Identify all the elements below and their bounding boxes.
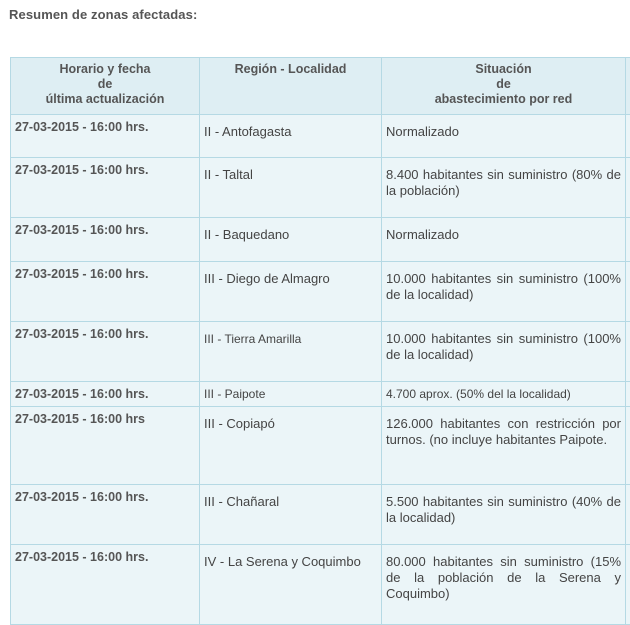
row-extra-cell: [626, 322, 630, 382]
row-region: III - Copiapó: [200, 407, 382, 485]
row-status: 126.000 habitantes con restricción por turnos. (no incluye habitantes Paipote.: [382, 407, 626, 485]
affected-zones-table: [10, 57, 630, 625]
row-extra-cell: [626, 115, 630, 158]
header-date: [11, 58, 200, 115]
row-status: Normalizado: [382, 115, 626, 158]
row-date: 27-03-2015 - 16:00 hrs.: [11, 485, 200, 545]
row-extra-cell: [626, 485, 630, 545]
row-extra-cell: [626, 545, 630, 625]
row-region: IV - La Serena y Coquimbo: [200, 545, 382, 625]
header-extra-column: [626, 58, 630, 115]
table-row: [11, 322, 630, 382]
header-date-line-2: de: [15, 77, 195, 92]
row-extra-cell: [626, 382, 630, 407]
table-row: [11, 485, 630, 545]
table-row: [11, 262, 630, 322]
row-status: 8.400 habitantes sin suministro (80% de la población): [382, 158, 626, 218]
row-status: 10.000 habitantes sin suministro (100% de la localidad): [382, 322, 626, 382]
table-row: [11, 115, 630, 158]
row-status: 80.000 habitantes sin suministro (15% de la población de la Serena y Coquimbo): [382, 545, 626, 625]
table-row: [11, 218, 630, 262]
row-region: III - Paipote: [200, 382, 382, 407]
row-date: 27-03-2015 - 16:00 hrs.: [11, 322, 200, 382]
row-extra-cell: [626, 407, 630, 485]
header-status-line-3: abastecimiento por red: [386, 92, 621, 107]
header-status-line-2: de: [386, 77, 621, 92]
row-extra-cell: [626, 158, 630, 218]
table-row: [11, 545, 630, 625]
row-date: 27-03-2015 - 16:00 hrs.: [11, 262, 200, 322]
row-region: III - Tierra Amarilla: [200, 322, 382, 382]
row-extra-cell: [626, 218, 630, 262]
table-row: [11, 407, 630, 485]
row-date: 27-03-2015 - 16:00 hrs.: [11, 382, 200, 407]
row-status: 4.700 aprox. (50% del la localidad): [382, 382, 626, 407]
row-region: III - Chañaral: [200, 485, 382, 545]
row-status: 5.500 habitantes sin suministro (40% de la localidad): [382, 485, 626, 545]
header-status-line-1: Situación: [386, 62, 621, 77]
row-status: Normalizado: [382, 218, 626, 262]
header-region: [200, 58, 382, 115]
header-region-line-1: Región - Localidad: [204, 62, 377, 77]
table-row: [11, 382, 630, 407]
row-status: 10.000 habitantes sin suministro (100% de la localidad): [382, 262, 626, 322]
row-date: 27-03-2015 - 16:00 hrs: [11, 407, 200, 485]
header-status: [382, 58, 626, 115]
page-heading: Resumen de zonas afectadas:: [9, 7, 197, 22]
row-date: 27-03-2015 - 16:00 hrs.: [11, 218, 200, 262]
row-date: 27-03-2015 - 16:00 hrs.: [11, 158, 200, 218]
table-row: [11, 158, 630, 218]
row-region: II - Taltal: [200, 158, 382, 218]
header-date-line-3: última actualización: [15, 92, 195, 107]
row-region: II - Antofagasta: [200, 115, 382, 158]
row-date: 27-03-2015 - 16:00 hrs.: [11, 545, 200, 625]
row-extra-cell: [626, 262, 630, 322]
row-date: 27-03-2015 - 16:00 hrs.: [11, 115, 200, 158]
row-region: II - Baquedano: [200, 218, 382, 262]
row-region: III - Diego de Almagro: [200, 262, 382, 322]
table-header-row: [11, 58, 630, 115]
header-date-line-1: Horario y fecha: [15, 62, 195, 77]
